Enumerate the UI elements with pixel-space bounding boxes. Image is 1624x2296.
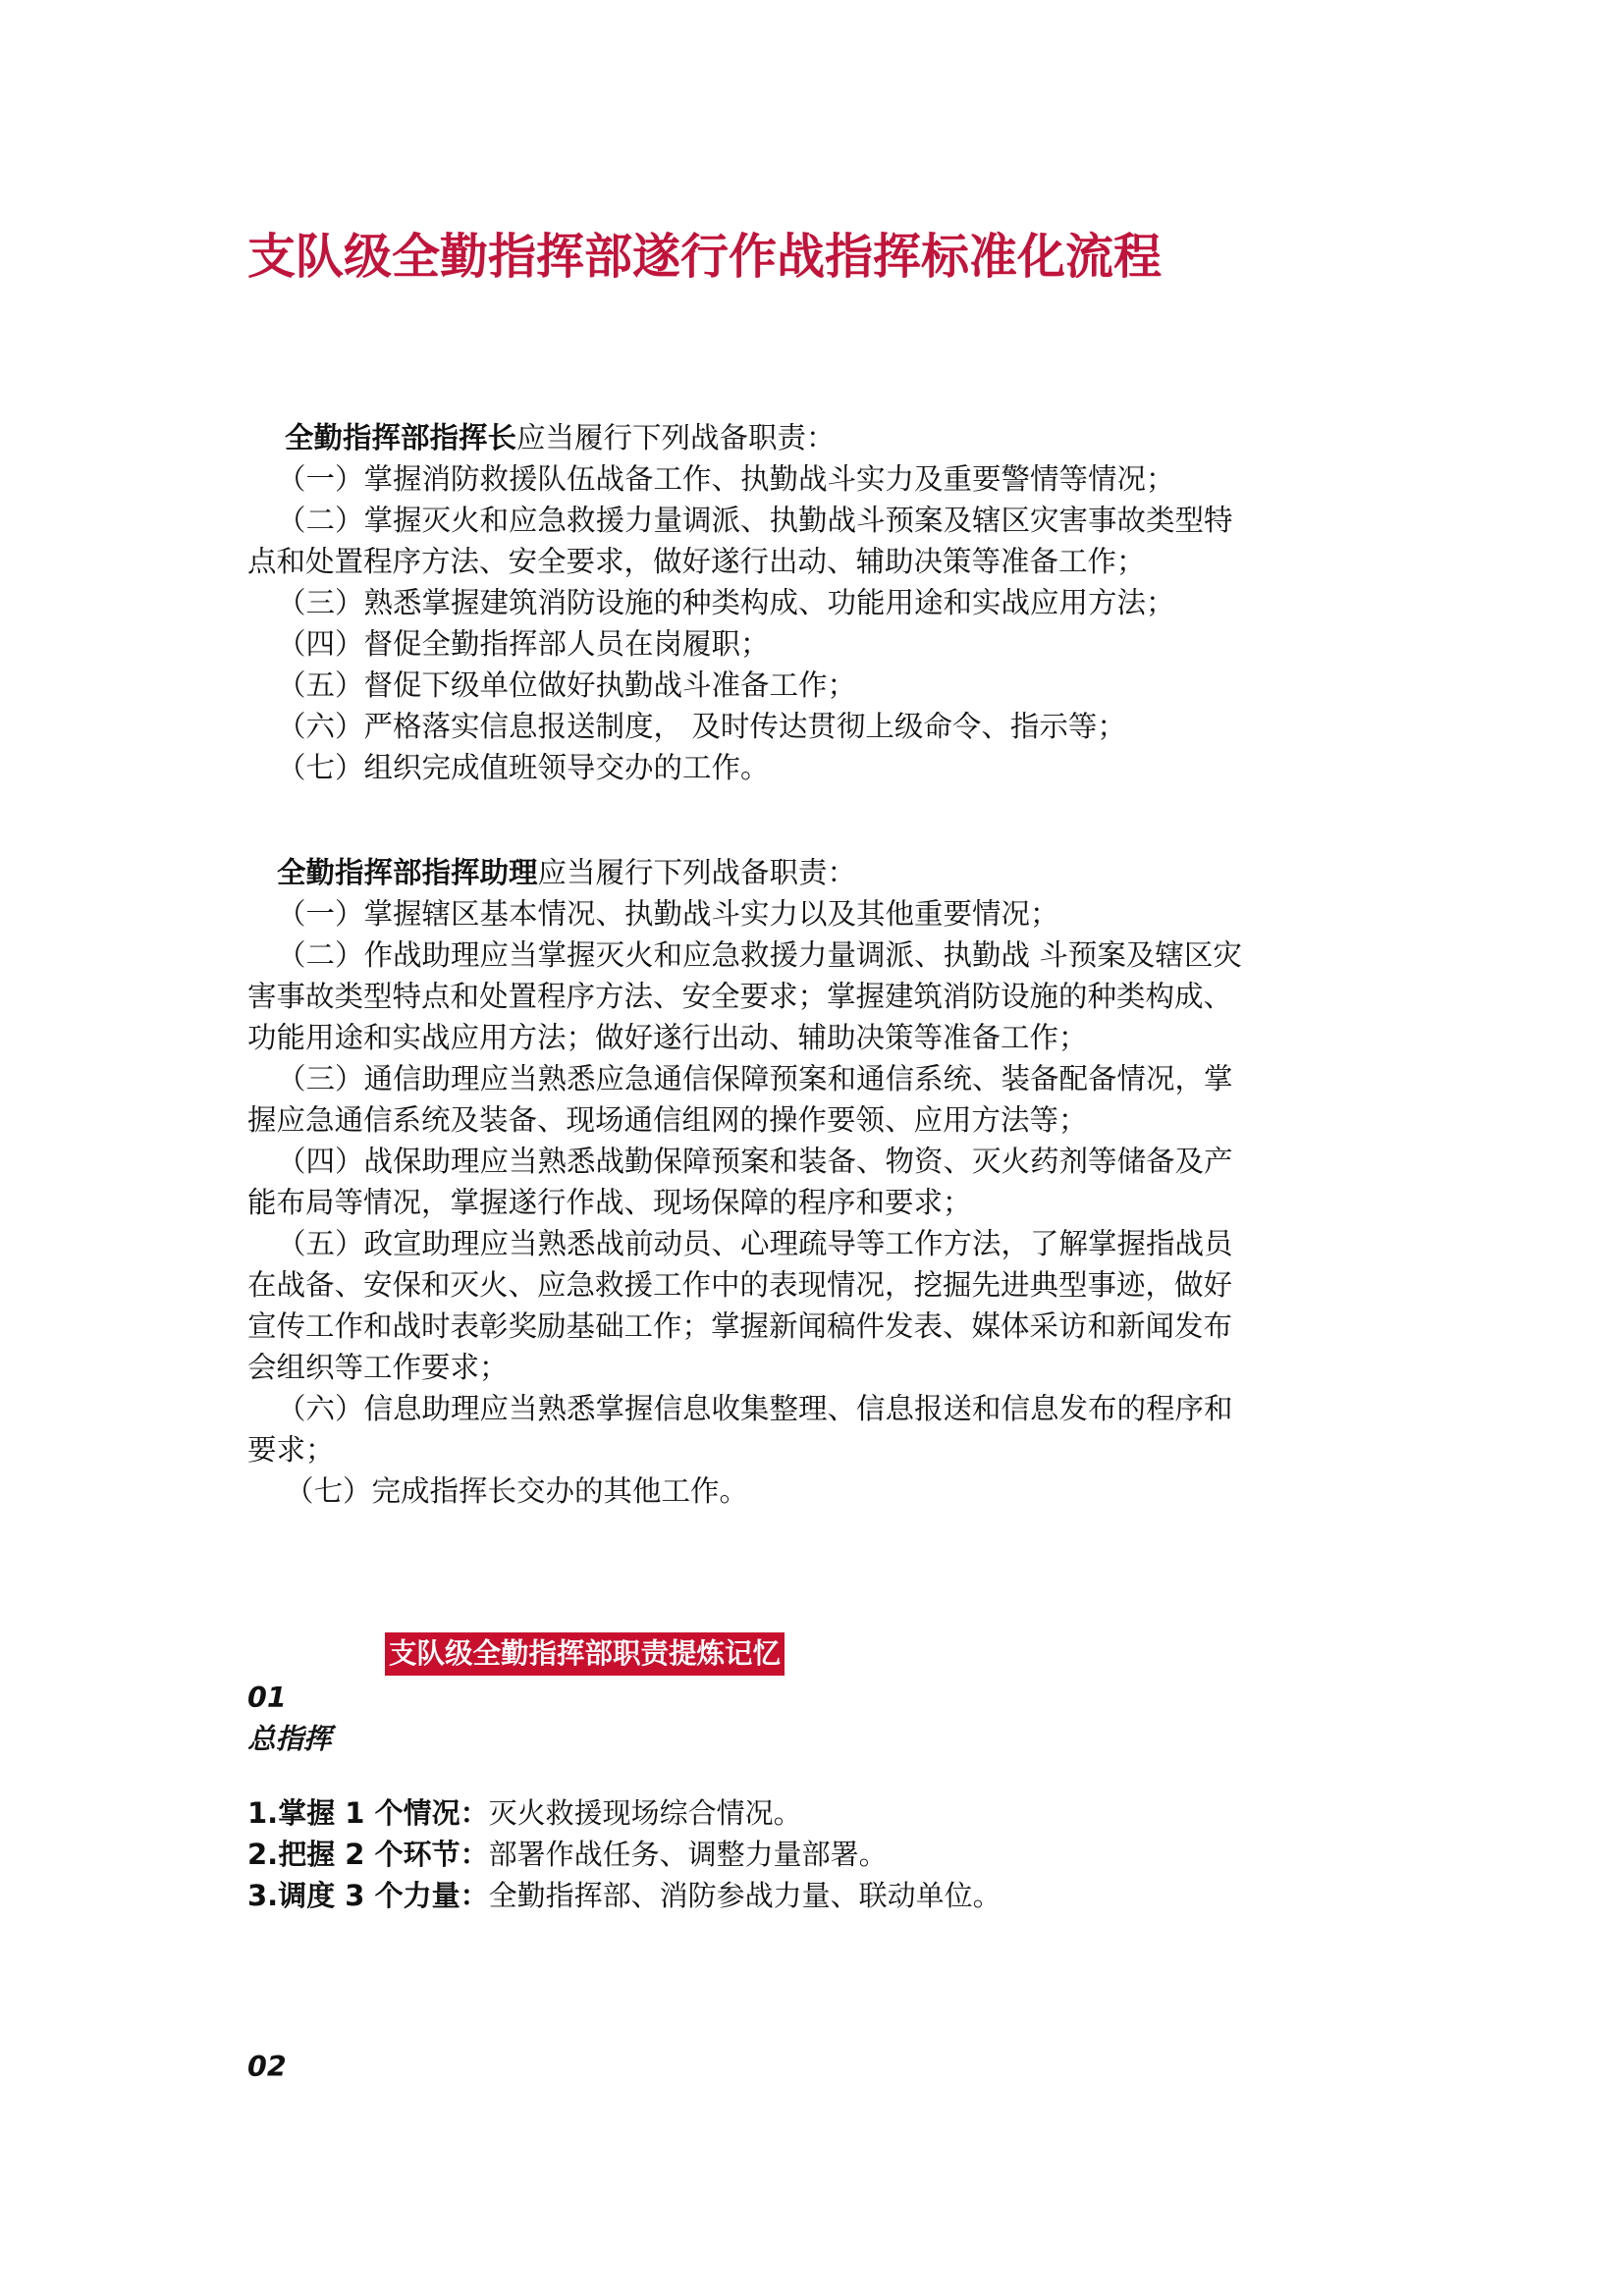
commander-heading-tail: 应当履行下列战备职责： xyxy=(516,421,836,454)
assistant-duty-7: （七）完成指挥长交办的其他工作。 xyxy=(285,1474,749,1508)
assistant-duty-2-cont-1: 害事故类型特点和处置程序方法、安全要求；掌握建筑消防设施的种类构成、 xyxy=(247,980,1233,1013)
page-title: 支队级全勤指挥部遂行作战指挥标准化流程 xyxy=(247,229,1163,285)
commander-duty-1: （一）掌握消防救援队伍战备工作、执勤战斗实力及重要警情等情况； xyxy=(277,462,1175,496)
key-point-2-text: 部署作战任务、调整力量部署。 xyxy=(488,1838,888,1871)
assistant-heading-tail: 应当履行下列战备职责： xyxy=(537,856,857,889)
key-point-1-text: 灭火救援现场综合情况。 xyxy=(488,1796,802,1830)
assistant-duties xyxy=(247,852,1386,1512)
commander-duty-2-cont: 点和处置程序方法、安全要求，做好遂行出动、辅助决策等准备工作； xyxy=(247,545,1146,578)
assistant-duty-4-cont: 能布局等情况，掌握遂行作战、现场保障的程序和要求； xyxy=(247,1186,972,1219)
commander-duty-3: （三）熟悉掌握建筑消防设施的种类构成、功能用途和实战应用方法； xyxy=(277,586,1175,619)
commander-duty-4: （四）督促全勤指挥部人员在岗履职； xyxy=(277,627,770,661)
commander-duty-2: （二）掌握灭火和应急救援力量调派、执勤战斗预案及辖区灾害事故类型特 xyxy=(277,504,1233,537)
summary-banner: 支队级全勤指挥部职责提炼记忆 xyxy=(385,1632,785,1676)
assistant-duty-5: （五）政宣助理应当熟悉战前动员、心理疏导等工作方法，了解掌握指战员 xyxy=(277,1227,1233,1260)
commander-heading-line xyxy=(247,417,1386,458)
key-point-2 xyxy=(247,1834,1001,1875)
assistant-duty-2: （二）作战助理应当掌握灭火和应急救援力量调派、执勤战 斗预案及辖区灾 xyxy=(277,938,1242,972)
key-point-3 xyxy=(247,1875,1001,1916)
assistant-heading-line xyxy=(247,852,1386,893)
assistant-duty-1: （一）掌握辖区基本情况、执勤战斗实力以及其他重要情况； xyxy=(277,897,1059,931)
assistant-duty-5-cont-3: 会组织等工作要求； xyxy=(247,1351,509,1384)
key-point-3-text: 全勤指挥部、消防参战力量、联动单位。 xyxy=(488,1879,1001,1912)
commander-heading: 全勤指挥部指挥长 xyxy=(285,421,517,454)
commander-duty-6: （六）严格落实信息报送制度， 及时传达贯彻上级命令、指示等； xyxy=(277,710,1126,743)
commander-duties xyxy=(247,417,1386,788)
assistant-duty-2-cont-2: 功能用途和实战应用方法；做好遂行出动、辅助决策等准备工作； xyxy=(247,1021,1088,1054)
section-label-commander: 总指挥 xyxy=(247,1723,332,1755)
commander-duty-5: （五）督促下级单位做好执勤战斗准备工作； xyxy=(277,668,857,702)
assistant-duty-6: （六）信息助理应当熟悉掌握信息收集整理、信息报送和信息发布的程序和 xyxy=(277,1392,1233,1425)
assistant-duty-4: （四）战保助理应当熟悉战勤保障预案和装备、物资、灭火药剂等储备及产 xyxy=(277,1145,1233,1178)
commander-key-points xyxy=(247,1792,1001,1916)
key-point-3-lead: 3.调度 3 个力量： xyxy=(247,1879,489,1912)
assistant-duty-5-cont-2: 宣传工作和战时表彰奖励基础工作；掌握新闻稿件发表、媒体采访和新闻发布 xyxy=(247,1309,1233,1343)
commander-duty-7: （七）组织完成值班领导交办的工作。 xyxy=(277,751,770,784)
assistant-duty-3: （三）通信助理应当熟悉应急通信保障预案和通信系统、装备配备情况，掌 xyxy=(277,1062,1233,1095)
section-number-02: 02 xyxy=(247,2051,287,2083)
key-point-1-lead: 1.掌握 1 个情况： xyxy=(247,1796,489,1830)
assistant-duty-3-cont: 握应急通信系统及装备、现场通信组网的操作要领、应用方法等； xyxy=(247,1103,1088,1137)
section-number-01: 01 xyxy=(247,1682,287,1714)
key-point-2-lead: 2.把握 2 个环节： xyxy=(247,1838,489,1871)
assistant-duty-5-cont-1: 在战备、安保和灭火、应急救援工作中的表现情况，挖掘先进典型事迹，做好 xyxy=(247,1268,1233,1302)
assistant-heading: 全勤指挥部指挥助理 xyxy=(277,856,538,889)
assistant-duty-6-cont: 要求； xyxy=(247,1433,335,1467)
key-point-1 xyxy=(247,1792,1001,1834)
